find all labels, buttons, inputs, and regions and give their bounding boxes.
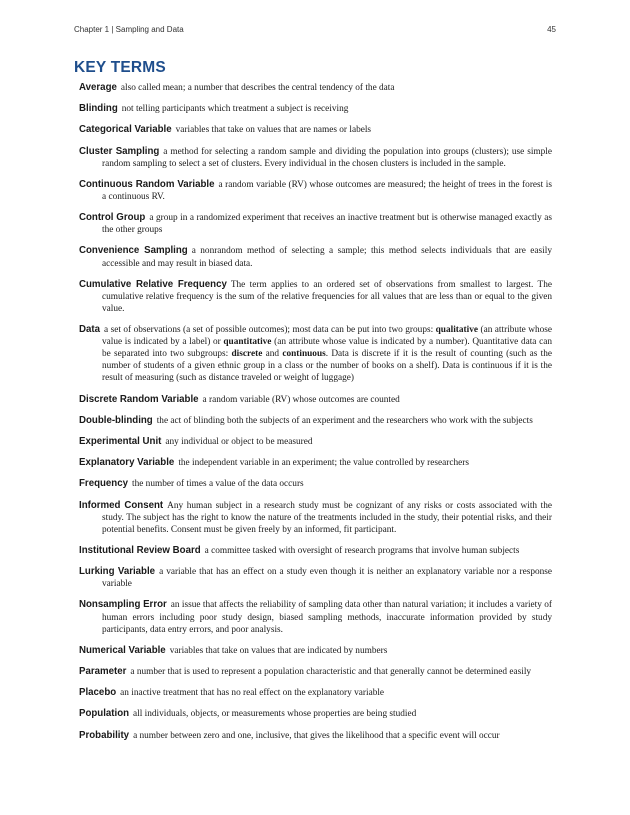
term-convenience-sampling	[79, 245, 552, 269]
term-definition: a random variable (RV) whose outcomes are measured; the height of trees in the forest is a continuous RV.	[102, 179, 552, 202]
term-name: Lurking Variable	[79, 566, 156, 578]
term-definition: the independent variable in an experiment; the value controlled by researchers	[178, 458, 469, 469]
key-terms-list	[79, 82, 552, 751]
term-cumulative-relative-frequency	[79, 279, 552, 315]
term-definition-text: (an attribute whose value is indicated by a number). Quantitative data can be separated into two subgroups:	[102, 337, 552, 360]
term-definition: variables that take on values that are names or labels	[175, 125, 372, 136]
keyword-discrete: discrete	[231, 349, 263, 360]
term-name: Cumulative Relative Frequency	[79, 278, 227, 290]
term-definition-text: and	[262, 349, 283, 360]
term-definition: an issue that affects the reliability of sampling data other than natural variation; it includes a variety of human errors including poor study design, biased sampling methods, inaccurate information provided by study participants, data entry errors, and poor analysis.	[102, 600, 552, 635]
term-probability	[79, 730, 552, 742]
term-blinding	[79, 103, 552, 115]
term-name: Frequency	[79, 478, 128, 490]
term-name: Data	[79, 324, 100, 336]
section-title: KEY TERMS	[74, 59, 166, 76]
term-definition: not telling participants which treatment a subject is receiving	[121, 104, 349, 115]
term-name: Blinding	[79, 103, 118, 115]
term-name: Informed Consent	[79, 499, 164, 511]
term-definition: a random variable (RV) whose outcomes are counted	[202, 394, 400, 405]
term-explanatory-variable	[79, 457, 552, 469]
term-name: Explanatory Variable	[79, 457, 175, 469]
term-population	[79, 708, 552, 720]
term-definition: Any human subject in a research study must be cognizant of any risks or costs associated with the study. The subject has the right to know the nature of the treatments included in the study, their potential risks, and their potential benefits. Consent must be given freely by an informed, fit participant.	[102, 500, 552, 535]
term-name: Placebo	[79, 687, 117, 699]
term-name: Probability	[79, 729, 130, 741]
term-institutional-review-board	[79, 545, 552, 557]
keyword-continuous: continuous	[282, 349, 326, 360]
term-name: Double-blinding	[79, 414, 153, 426]
term-definition: an inactive treatment that has no real effect on the explanatory variable	[120, 688, 385, 699]
term-parameter	[79, 666, 552, 678]
term-name: Experimental Unit	[79, 436, 162, 447]
term-discrete-random-variable	[79, 394, 552, 406]
term-definition: a variable that has an effect on a study even though it is neither an explanatory variable nor a response variable	[102, 567, 553, 590]
term-numerical-variable	[79, 645, 552, 657]
term-name: Control Group	[79, 212, 146, 224]
term-definition: variables that take on values that are indicated by numbers	[169, 645, 388, 656]
term-cluster-sampling	[79, 146, 552, 170]
chapter-title: Chapter 1 | Sampling and Data	[74, 25, 184, 34]
term-name: Population	[79, 708, 130, 720]
term-name: Average	[79, 82, 117, 93]
term-definition-text: a set of observations (a set of possible outcomes); most data can be put into two groups:	[104, 325, 436, 336]
term-name: Nonsampling Error	[79, 599, 167, 611]
term-definition-text: . Data is discrete if it is the result of counting (such as the number of students of a given ethnic group in a class or the number of books on a shelf). Data is continuous if it is the result of measuring (such as distance traveled or weight of luggage)	[102, 349, 552, 384]
term-nonsampling-error	[79, 599, 552, 635]
term-lurking-variable	[79, 566, 552, 590]
term-name: Continuous Random Variable	[79, 178, 215, 190]
keyword-quantitative: quantitative	[223, 337, 272, 348]
keyword-qualitative: qualitative	[435, 325, 478, 336]
page-header	[74, 25, 556, 34]
term-experimental-unit	[79, 436, 552, 448]
term-average	[79, 82, 552, 94]
term-double-blinding	[79, 415, 552, 427]
term-name: Parameter	[79, 665, 127, 677]
term-name: Cluster Sampling	[79, 145, 160, 157]
term-placebo	[79, 687, 552, 699]
term-frequency	[79, 478, 552, 490]
term-definition: a method for selecting a random sample and dividing the population into groups (clusters); use simple random sampling to select a set of clusters. Every individual in the chosen clusters is included in the sample.	[102, 146, 552, 169]
term-definition: a number between zero and one, inclusive, that gives the likelihood that a specific event will occur	[133, 730, 500, 741]
term-name: Convenience Sampling	[79, 245, 188, 257]
term-name: Categorical Variable	[79, 124, 172, 136]
term-data	[79, 324, 552, 384]
term-name: Discrete Random Variable	[79, 393, 199, 405]
term-continuous-random-variable	[79, 179, 552, 203]
term-definition: a committee tasked with oversight of research programs that involve human subjects	[204, 545, 520, 556]
term-control-group	[79, 212, 552, 236]
term-definition: a number that is used to represent a population characteristic and that generally cannot be determined easily	[130, 666, 532, 677]
term-categorical-variable	[79, 124, 552, 136]
term-definition: the number of times a value of the data occurs	[132, 479, 304, 490]
term-definition: The term applies to an ordered set of observations from smallest to largest. The cumulative relative frequency is the sum of the relative frequencies for all values that are less than or equal to the given value.	[102, 279, 553, 314]
term-definition: all individuals, objects, or measurements whose properties are being studied	[133, 709, 417, 720]
term-definition: any individual or object to be measured	[165, 437, 313, 447]
term-informed-consent	[79, 500, 552, 536]
term-name: Institutional Review Board	[79, 544, 201, 556]
term-definition: the act of blinding both the subjects of an experiment and the researchers who work with the subjects	[156, 415, 533, 426]
term-definition: also called mean; a number that describes the central tendency of the data	[120, 83, 395, 93]
page-number: 45	[547, 25, 556, 34]
term-name: Numerical Variable	[79, 644, 166, 656]
term-definition: a nonrandom method of selecting a sample; this method selects individuals that are easily accessible and may result in biased data.	[102, 246, 552, 269]
term-definition: a group in a randomized experiment that receives an inactive treatment but is otherwise managed exactly as the other groups	[102, 213, 552, 236]
term-definition-text: (an attribute whose value is indicated by a label) or	[102, 325, 553, 348]
